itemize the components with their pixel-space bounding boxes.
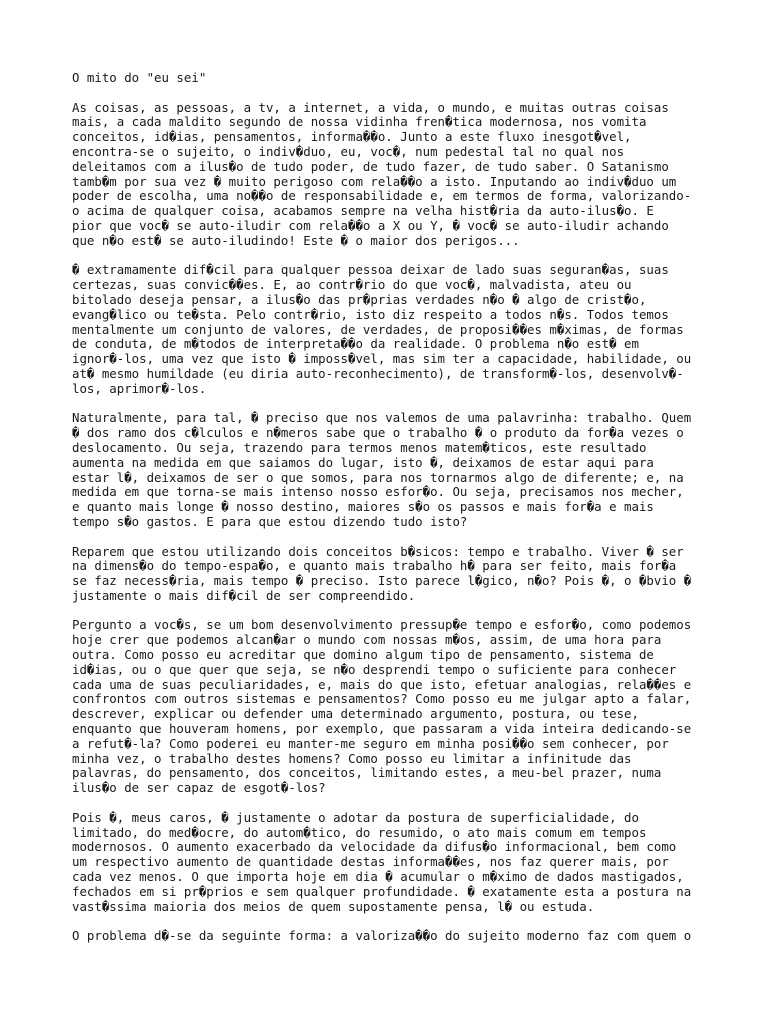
paragraph	[72, 263, 702, 396]
text-line: mais, a cada maldito segundo de nossa vidinha fren�tica modernosa, nos vomita	[72, 114, 647, 130]
text-line: na dimens�o do tempo-espa�o, e quanto mais trabalho h� para ser feito, mais for�a	[72, 558, 677, 574]
paragraph	[72, 411, 702, 529]
text-line: estar l�, deixamos de ser o que somos, para nos tornarmos algo de diferente; e, na	[72, 469, 684, 485]
document-page	[72, 71, 702, 959]
text-line: a refut�-la? Como poderei eu manter-me seguro em minha posi��o sem conhecer, por	[72, 735, 669, 751]
text-line: cada uma de suas peculiaridades, e, mais do que isto, efetuar analogias, rela��es e	[72, 676, 692, 692]
text-line: tamb�m por sua vez � muito perigoso com rela��o a isto. Inputando ao indiv�duo um	[72, 173, 677, 189]
text-line: As coisas, as pessoas, a tv, a internet, a vida, o mundo, e muitas outras coisas	[72, 99, 669, 115]
text-line: se faz necess�ria, mais tempo � preciso. Isto parece l�gico, n�o? Pois �, o �bvio �	[72, 573, 692, 589]
text-line: certezas, suas convic��es. E, ao contr�rio do que voc�, malvadista, ateu ou	[72, 277, 632, 293]
paragraph	[72, 929, 702, 944]
text-line: poder de escolha, uma no��o de responsabilidade e, em termos de forma, valorizando-	[72, 188, 692, 204]
text-line: outra. Como posso eu acreditar que domino algum tipo de pensamento, sistema de	[72, 647, 654, 663]
text-line: Reparem que estou utilizando dois conceitos b�sicos: tempo e trabalho. Viver � ser	[72, 543, 684, 559]
text-line: deslocamento. Ou seja, trazendo para termos menos matem�ticos, este resultado	[72, 439, 647, 455]
document-title: O mito do "eu sei"	[72, 70, 207, 85]
text-line: vast�ssima maioria dos meios de quem supostamente pensa, l� ou estuda.	[72, 898, 595, 914]
text-line: o acima de qualquer coisa, acabamos sempre na velha hist�ria da auto-ilus�o. E	[72, 203, 654, 219]
text-line: enquanto que houveram homens, por exemplo, que passaram a vida inteira dedicando-se	[72, 721, 692, 737]
text-line: id�ias, ou o que quer que seja, se n�o desprendi tempo o suficiente para conhecer	[72, 661, 677, 677]
text-line: conceitos, id�ias, pensamentos, informa��o. Junto a este fluxo inesgot�vel,	[72, 129, 632, 145]
text-line: at� mesmo humildade (eu diria auto-reconhecimento), de transform�-los, desenvolv�-	[72, 365, 684, 381]
text-line: Naturalmente, para tal, � preciso que nos valemos de uma palavrinha: trabalho. Quem	[72, 410, 692, 426]
text-line: medida em que torna-se mais intenso nosso esfor�o. Ou seja, precisamos nos mecher,	[72, 484, 684, 500]
text-line: mentalmente um conjunto de valores, de verdades, de proposi��es m�ximas, de formas	[72, 321, 684, 337]
text-line: Pois �, meus caros, � justamente o adotar da postura de superficialidade, do	[72, 809, 639, 825]
text-line: O problema d�-se da seguinte forma: a valoriza��o do sujeito moderno faz com quem o	[72, 928, 692, 944]
paragraph	[72, 811, 702, 915]
text-line: fechados em si pr�prios e sem qualquer profundidade. � exatamente esta a postura na	[72, 883, 692, 899]
text-line: cada vez menos. O que importa hoje em dia � acumular o m�ximo de dados mastigados,	[72, 869, 684, 885]
text-line: limitado, do med�ocre, do autom�tico, do resumido, o ato mais comum em tempos	[72, 824, 647, 840]
text-line: palavras, do pensamento, dos conceitos, limitando estes, a meu-bel prazer, numa	[72, 765, 662, 781]
text-line: hoje crer que podemos alcan�ar o mundo com nossas m�os, assim, de uma hora para	[72, 632, 662, 648]
text-line: e quanto mais longe � nosso destino, maiores s�o os passos e mais for�a e mais	[72, 499, 654, 515]
paragraph	[72, 618, 702, 796]
text-line: Pergunto a voc�s, se um bom desenvolvimento pressup�e tempo e esfor�o, como podemos	[72, 617, 692, 633]
text-line: bitolado deseja pensar, a ilus�o das pr�prias verdades n�o � algo de crist�o,	[72, 291, 647, 307]
paragraph	[72, 545, 702, 604]
document-body	[72, 101, 702, 944]
paragraph	[72, 101, 702, 249]
text-line: encontra-se o sujeito, o indiv�duo, eu, voc�, num pedestal tal no qual nos	[72, 143, 625, 159]
text-line: que n�o est� se auto-iludindo! Este � o maior dos perigos...	[72, 232, 520, 248]
text-line: tempo s�o gastos. E para que estou dizendo tudo isto?	[72, 513, 468, 529]
text-line: um respectivo aumento de quantidade destas informa��es, nos faz querer mais, por	[72, 854, 669, 870]
text-line: � dos ramo dos c�lculos e n�meros sabe que o trabalho � o produto da for�a vezes o	[72, 425, 684, 441]
text-line: justamente o mais dif�cil de ser compreendido.	[72, 587, 416, 603]
text-line: deleitamos com a ilus�o de tudo poder, de tudo fazer, de tudo saber. O Satanismo	[72, 158, 669, 174]
text-line: descrever, explicar ou defender uma determinado argumento, postura, ou tese,	[72, 706, 639, 722]
text-line: pior que voc� se auto-iludir com rela��o a X ou Y, � voc� se auto-iludir achando	[72, 217, 669, 233]
text-line: confrontos com outros sistemas e pensamentos? Como posso eu me julgar apto a falar,	[72, 691, 692, 707]
text-line: ignor�-los, uma vez que isto � imposs�vel, mas sim ter a capacidade, habilidade, ou	[72, 351, 692, 367]
text-line: los, aprimor�-los.	[72, 380, 207, 396]
text-line: de conduta, de m�todos de interpreta��o da realidade. O problema n�o est� em	[72, 336, 639, 352]
text-line: � extramamente dif�cil para qualquer pessoa deixar de lado suas seguran�as, suas	[72, 262, 669, 278]
text-line: ilus�o de ser capaz de esgot�-los?	[72, 780, 326, 796]
text-line: modernosos. O aumento exacerbado da velocidade da difus�o informacional, bem como	[72, 839, 677, 855]
text-line: evang�lico ou te�sta. Pelo contr�rio, isto diz respeito a todos n�s. Todos temos	[72, 306, 669, 322]
text-line: aumenta na medida em que saiamos do lugar, isto �, deixamos de estar aqui para	[72, 454, 654, 470]
text-line: minha vez, o trabalho destes homens? Como posso eu limitar a infinitude das	[72, 750, 632, 766]
